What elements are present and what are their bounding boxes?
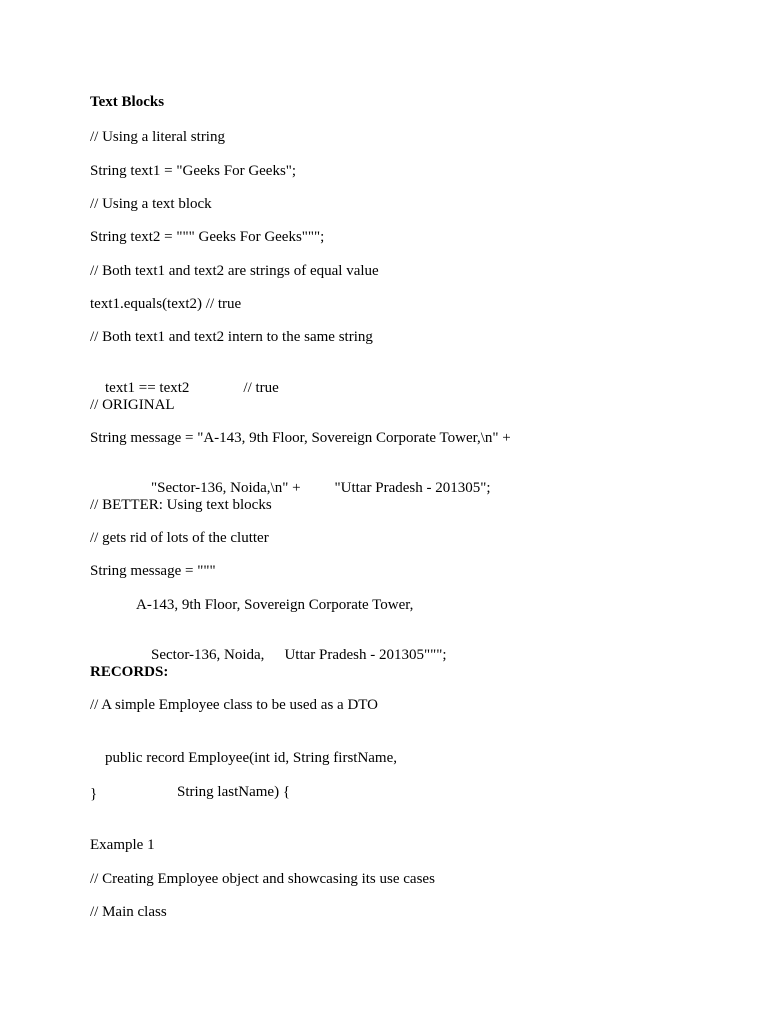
comment-literal-string: // Using a literal string [90, 129, 225, 145]
code-message-block-line2 [136, 630, 447, 681]
code-message-block-open: String message = """ [90, 563, 216, 579]
code-equals-call: text1.equals(text2) // true [90, 296, 242, 312]
comment-intern: // Both text1 and text2 intern to the same string [90, 329, 373, 345]
code-message-block-line2-left: Sector-136, Noida, [151, 647, 265, 663]
code-message-cont-left: "Sector-136, Noida,\n" + [151, 480, 301, 496]
comment-main-class: // Main class [90, 904, 167, 920]
comment-text-block: // Using a text block [90, 196, 212, 212]
code-record-line1: public record Employee(int id, String firstName, [105, 750, 398, 766]
code-message-block-line1: A-143, 9th Floor, Sovereign Corporate Tower, [136, 597, 414, 613]
code-identity-left: text1 == text2 [105, 380, 190, 396]
comment-equal-value: // Both text1 and text2 are strings of equal value [90, 263, 379, 279]
comment-showcase: // Creating Employee object and showcasing its use cases [90, 871, 435, 887]
comment-original: // ORIGINAL [90, 397, 175, 413]
code-text2-declaration: String text2 = """ Geeks For Geeks"""; [90, 229, 325, 245]
comment-clutter: // gets rid of lots of the clutter [90, 530, 269, 546]
comment-dto: // A simple Employee class to be used as a DTO [90, 697, 379, 713]
code-message-declaration: String message = "A-143, 9th Floor, Sovereign Corporate Tower,\n" + [90, 430, 511, 446]
code-message-cont-right: "Uttar Pradesh - 201305"; [334, 480, 491, 496]
code-record-line2: String lastName) { [177, 784, 291, 800]
heading-records: RECORDS: [90, 664, 169, 680]
code-text1-declaration: String text1 = "Geeks For Geeks"; [90, 163, 297, 179]
code-closing-brace: } [90, 786, 98, 802]
example-label: Example 1 [90, 837, 155, 853]
code-identity-comment: // true [243, 380, 279, 396]
code-message-block-line2-right: Uttar Pradesh - 201305"""; [284, 647, 447, 663]
comment-better: // BETTER: Using text blocks [90, 497, 272, 513]
code-record-declaration [90, 733, 397, 835]
heading-text-blocks: Text Blocks [90, 94, 165, 110]
